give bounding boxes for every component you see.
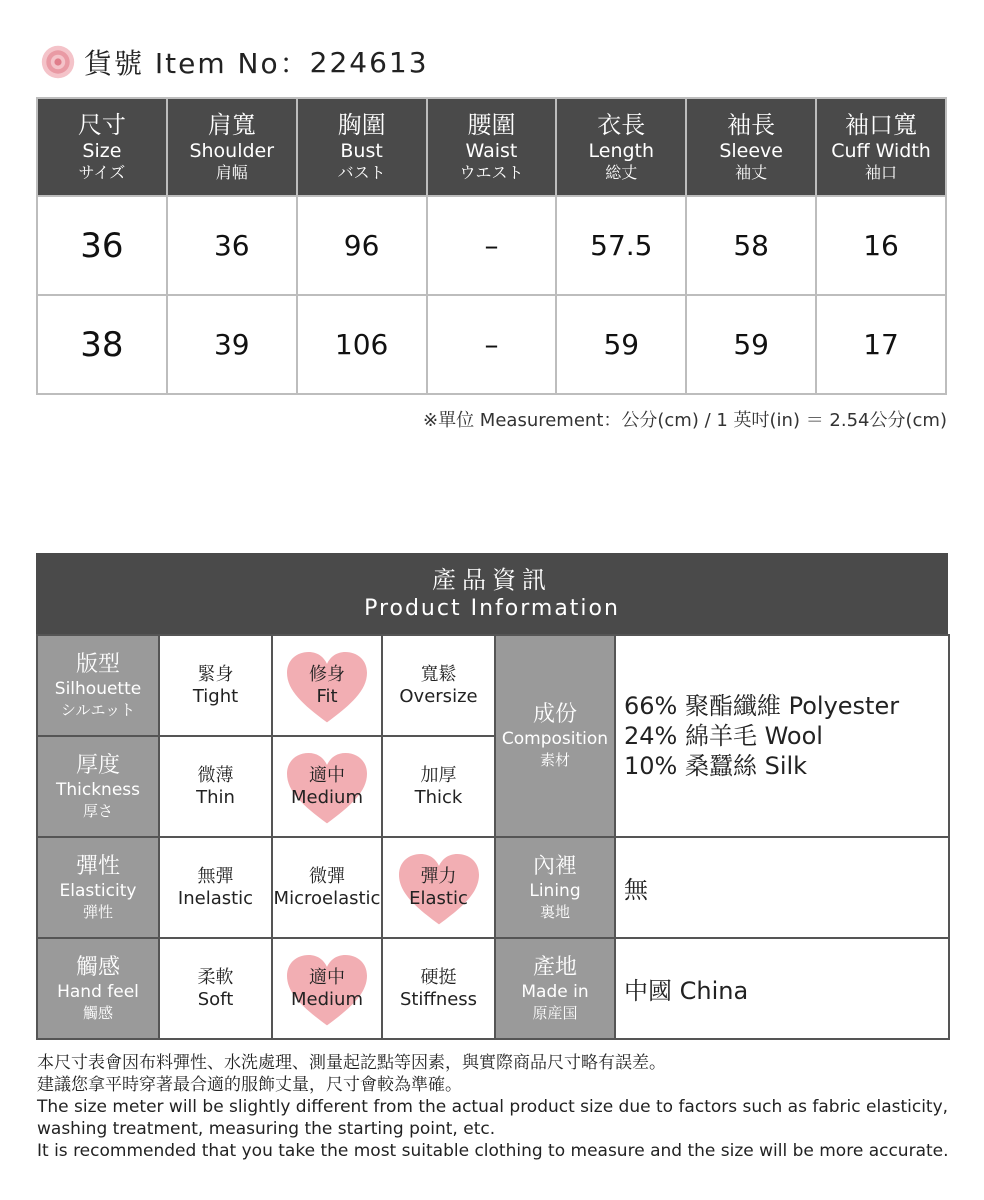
hand-feel-option: 適中 Medium (272, 938, 382, 1039)
thickness-option: 適中 Medium (272, 736, 382, 837)
rose-icon (40, 44, 76, 80)
measurement-note: ※單位 Measurement：公分(cm) / 1 英吋(in) ＝ 2.54公分(cm) (423, 410, 947, 431)
size-header-row (37, 98, 946, 196)
footer-disclaimer (37, 1052, 957, 1162)
table-row (37, 196, 946, 295)
silhouette-option: 寬鬆 Oversize (382, 635, 495, 736)
silhouette-option: 緊身 Tight (159, 635, 272, 736)
table-cell: 36 (167, 196, 297, 295)
table-cell: – (427, 196, 557, 295)
thickness-option: 微薄 Thin (159, 736, 272, 837)
table-cell: 17 (816, 295, 946, 394)
lining-label: 內裡 Lining 裏地 (495, 837, 615, 938)
table-cell: – (427, 295, 557, 394)
header-size: 尺寸 Size サイズ (37, 98, 167, 196)
header-bust: 胸圍 Bust バスト (297, 98, 427, 196)
header-waist: 腰圍 Waist ウエスト (427, 98, 557, 196)
header-sleeve: 袖長 Sleeve 袖丈 (686, 98, 816, 196)
footer-line: The size meter will be slightly different from the actual product size due to factors such as fabric elasticity, washing treatment, measuring the starting point, etc. (37, 1097, 949, 1139)
table-cell: 59 (686, 295, 816, 394)
table-cell: 16 (816, 196, 946, 295)
made-in-value: 中國 China (615, 938, 949, 1039)
footer-line: It is recommended that you take the most suitable clothing to measure and the size will be more accurate. (37, 1141, 949, 1161)
product-info-title-en: Product Information (364, 596, 620, 621)
silhouette-row (37, 635, 949, 736)
product-info-header (36, 553, 948, 635)
elasticity-row (37, 837, 949, 938)
table-cell: 39 (167, 295, 297, 394)
composition-label: 成份 Composition 素材 (495, 635, 615, 837)
table-cell: 96 (297, 196, 427, 295)
silhouette-label: 版型 Silhouette シルエット (37, 635, 159, 736)
elasticity-option: 微彈 Microelastic (272, 837, 382, 938)
header-length: 衣長 Length 総丈 (556, 98, 686, 196)
table-cell: 58 (686, 196, 816, 295)
hand-feel-label: 觸感 Hand feel 觸感 (37, 938, 159, 1039)
elasticity-option: 無彈 Inelastic (159, 837, 272, 938)
header-shoulder: 肩寬 Shoulder 肩幅 (167, 98, 297, 196)
product-info-title-zh: 產品資訊 (432, 566, 552, 594)
thickness-option: 加厚 Thick (382, 736, 495, 837)
table-row (37, 295, 946, 394)
hand-feel-option: 硬挺 Stiffness (382, 938, 495, 1039)
item-title (40, 40, 429, 84)
table-cell: 57.5 (556, 196, 686, 295)
footer-line: 建議您拿平時穿著最合適的服飾丈量，尺寸會較為準確。 (37, 1075, 462, 1095)
item-label: 貨號 Item No： (84, 47, 310, 80)
made-in-label: 產地 Made in 原産国 (495, 938, 615, 1039)
size-table (36, 97, 947, 395)
footer-line: 本尺寸表會因布料彈性、水洗處理、測量起訖點等因素，與實際商品尺寸略有誤差。 (37, 1053, 666, 1073)
thickness-label: 厚度 Thickness 厚さ (37, 736, 159, 837)
composition-value: 66% 聚酯纖維 Polyester 24% 綿羊毛 Wool 10% 桑蠶絲 Silk (615, 635, 949, 837)
elasticity-option: 彈力 Elastic (382, 837, 495, 938)
hand-feel-row (37, 938, 949, 1039)
table-cell: 59 (556, 295, 686, 394)
product-info-table (36, 634, 950, 1040)
item-number: 224613 (309, 45, 429, 79)
table-cell: 36 (37, 196, 167, 295)
table-cell: 38 (37, 295, 167, 394)
table-cell: 106 (297, 295, 427, 394)
silhouette-option: 修身 Fit (272, 635, 382, 736)
elasticity-label: 彈性 Elasticity 弾性 (37, 837, 159, 938)
hand-feel-option: 柔軟 Soft (159, 938, 272, 1039)
lining-value: 無 (615, 837, 949, 938)
header-cuff-width: 袖口寬 Cuff Width 袖口 (816, 98, 946, 196)
